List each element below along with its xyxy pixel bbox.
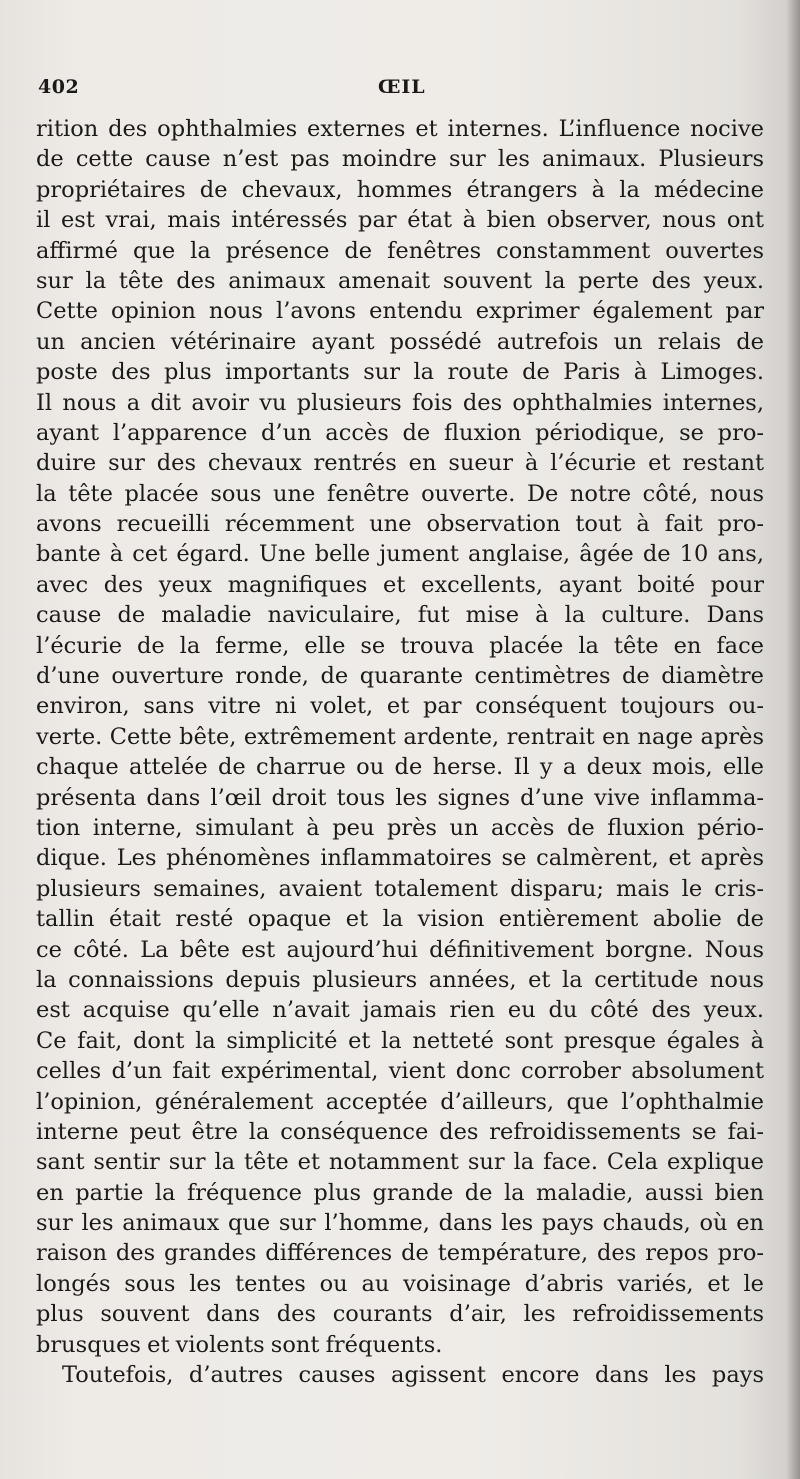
text-line: sant sentir sur la tête et notamment sur la face. Cela explique [36,1149,764,1176]
text-line: interne peut être la conséquence des refroidissements se fai- [36,1118,764,1145]
text-line: Cette opinion nous l’avons entendu exprimer également par [36,298,764,325]
text-line: verte. Cette bête, extrêmement ardente, rentrait en nage après [36,723,764,750]
text-line: duire sur des chevaux rentrés en sueur à l’écurie et restant [36,450,764,477]
paragraph-start-line: Toutefois, d’autres causes agissent encore dans les pays [62,1362,764,1389]
text-line: de cette cause n’est pas moindre sur les animaux. Plusieurs [36,146,764,173]
text-line: sur les animaux que sur l’homme, dans les pays chauds, où en [36,1210,764,1237]
text-line: est acquise qu’elle n’avait jamais rien eu du côté des yeux. [36,997,764,1024]
text-line: environ, sans vitre ni volet, et par conséquent toujours ou- [36,693,764,720]
text-line: en partie la fréquence plus grande de la maladie, aussi bien [36,1179,764,1206]
text-line: un ancien vétérinaire ayant possédé autrefois un relais de [36,328,764,355]
text-line: sur la tête des animaux amenait souvent la perte des yeux. [36,267,764,294]
text-line: l’opinion, généralement acceptée d’ailleurs, que l’ophthalmie [36,1088,764,1115]
text-line: tallin était resté opaque et la vision entièrement abolie de [36,906,764,933]
text-line: présenta dans l’œil droit tous les signes d’une vive inflamma- [36,784,764,811]
text-line: la tête placée sous une fenêtre ouverte. De notre côté, nous [36,480,764,507]
text-line: d’une ouverture ronde, de quarante centimètres de diamètre [36,663,764,690]
body-text [36,114,764,1390]
text-line: avons recueilli récemment une observation tout à fait pro- [36,511,764,538]
text-line: la connaissions depuis plusieurs années, et la certitude nous [36,966,764,993]
text-line: Ce fait, dont la simplicité et la netteté sont presque égales à [36,1027,764,1054]
text-line: avec des yeux magnifiques et excellents, ayant boité pour [36,571,764,598]
running-title: ŒIL [378,76,426,98]
text-line: tion interne, simulant à peu près un accès de fluxion pério- [36,814,764,841]
text-line: il est vrai, mais intéressés par état à bien observer, nous ont [36,207,764,234]
text-line: ayant l’apparence d’un accès de fluxion périodique, se pro- [36,419,764,446]
text-line: ce côté. La bête est aujourd’hui définitivement borgne. Nous [36,936,764,963]
text-line: chaque attelée de charrue ou de herse. Il y a deux mois, elle [36,754,764,781]
text-line: plusieurs semaines, avaient totalement disparu; mais le cris- [36,875,764,902]
text-line: plus souvent dans des courants d’air, les refroidissements [36,1301,764,1328]
text-line: propriétaires de chevaux, hommes étrangers à la médecine [36,176,764,203]
text-line: poste des plus importants sur la route de Paris à Limoges. [36,359,764,386]
paragraph-end-line: brusques et violents sont fréquents. [36,1331,443,1358]
text-line: cause de maladie naviculaire, fut mise à la culture. Dans [36,602,764,629]
page-number: 402 [38,76,80,98]
text-line: rition des ophthalmies externes et internes. L’influence nocive [36,116,764,142]
page-edge-shadow [786,0,800,1479]
text-line: l’écurie de la ferme, elle se trouva placée la tête en face [36,632,764,659]
text-line: longés sous les tentes ou au voisinage d’abris variés, et le [36,1270,764,1297]
text-line: dique. Les phénomènes inflammatoires se calmèrent, et après [36,845,764,872]
text-line: Il nous a dit avoir vu plusieurs fois des ophthalmies internes, [36,389,764,416]
text-line: affirmé que la présence de fenêtres constamment ouvertes [36,237,764,264]
page-header [38,76,768,104]
text-line: bante à cet égard. Une belle jument anglaise, âgée de 10 ans, [36,541,764,568]
text-line: celles d’un fait expérimental, vient donc corrober absolument [36,1058,764,1085]
text-line: raison des grandes différences de température, des repos pro- [36,1240,764,1267]
